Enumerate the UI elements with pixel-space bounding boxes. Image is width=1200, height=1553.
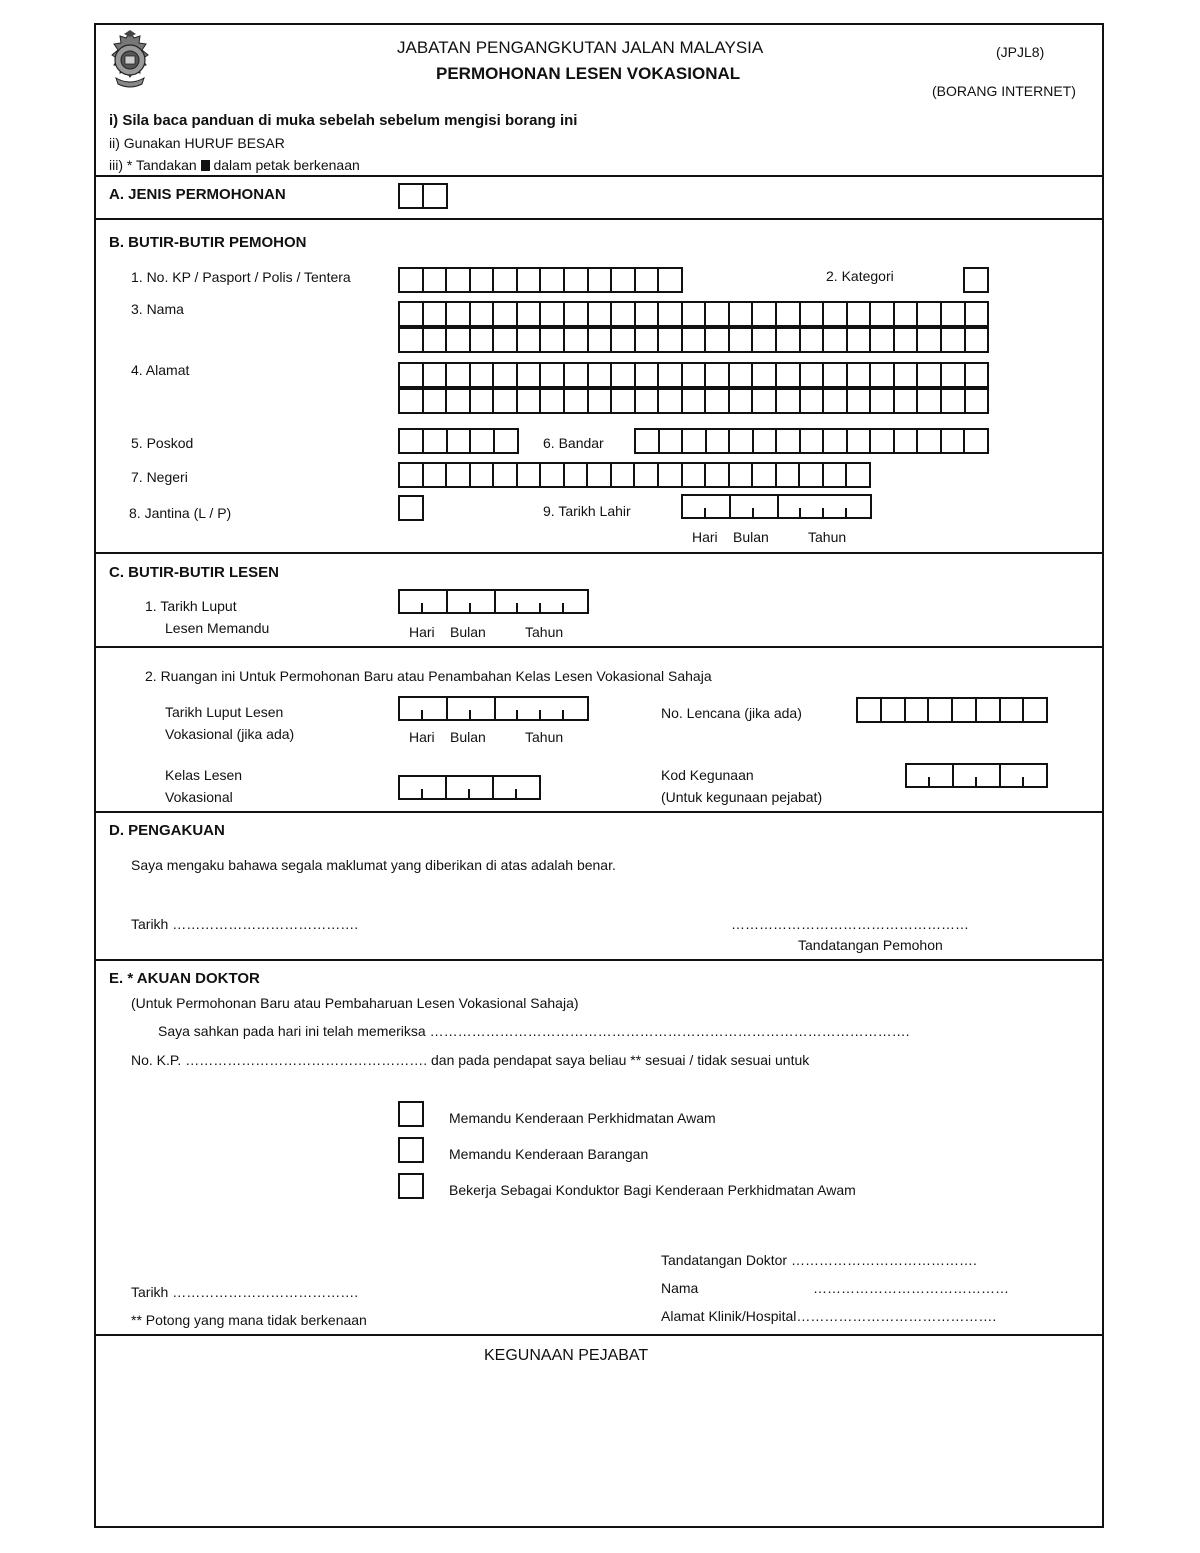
application-type-boxes[interactable] <box>398 183 448 209</box>
expiry-day-caption: Hari <box>409 624 435 640</box>
vocational-expiry-boxes[interactable] <box>398 696 589 721</box>
section-a-title: A. JENIS PERMOHONAN <box>109 186 286 203</box>
conductor-checkbox[interactable] <box>398 1173 424 1199</box>
instruction-ii: ii) Gunakan HURUF BESAR <box>109 135 285 151</box>
instruction-iii-pre: iii) * Tandakan <box>109 157 197 173</box>
category-box[interactable] <box>963 267 989 293</box>
birth-month-caption: Bulan <box>733 529 769 545</box>
doctor-examined-field[interactable]: Saya sahkan pada hari ini telah memeriksa …………………………………………………………………………………………. <box>158 1023 910 1039</box>
use-code-label-1: Kod Kegunaan <box>661 767 754 783</box>
use-code-label-2: (Untuk kegunaan pejabat) <box>661 789 823 805</box>
license-expiry-label-2: Lesen Memandu <box>165 620 270 636</box>
gender-box[interactable] <box>398 495 424 521</box>
vocational-expiry-label-1: Tarikh Luput Lesen <box>165 704 284 720</box>
category-label: 2. Kategori <box>826 268 894 284</box>
id-number-boxes[interactable] <box>398 267 683 293</box>
vocational-expiry-label-2: Vokasional (jika ada) <box>165 726 295 742</box>
id-number-label: 1. No. KP / Pasport / Polis / Tentera <box>131 269 351 285</box>
license-class-boxes[interactable] <box>398 775 541 800</box>
city-boxes[interactable] <box>634 428 989 454</box>
address-label: 4. Alamat <box>131 362 190 378</box>
instruction-iii <box>109 157 360 173</box>
divider <box>94 646 1104 648</box>
form-type: (BORANG INTERNET) <box>932 83 1076 99</box>
license-class-label-2: Vokasional <box>165 789 233 805</box>
birth-day-caption: Hari <box>692 529 718 545</box>
jpj-crest-icon <box>106 30 154 104</box>
birth-year-caption: Tahun <box>808 529 847 545</box>
office-use-title: KEGUNAAN PEJABAT <box>484 1347 649 1364</box>
doctor-signature-field[interactable]: Tandatangan Doktor …………………………………. <box>661 1252 977 1268</box>
declaration-text: Saya mengaku bahawa segala maklumat yang diberikan di atas adalah benar. <box>131 857 616 873</box>
agency-name: JABATAN PENGANGKUTAN JALAN MALAYSIA <box>397 38 764 57</box>
checkmark-square-icon <box>201 160 210 171</box>
divider <box>94 1334 1104 1336</box>
form-code: (JPJL8) <box>996 44 1045 60</box>
name-boxes-row-2[interactable] <box>398 327 989 353</box>
state-label: 7. Negeri <box>131 469 188 485</box>
instruction-iii-post: dalam petak berkenaan <box>213 157 360 173</box>
applicant-signature-field[interactable]: …………………………………………… <box>731 916 969 932</box>
section-e-subtitle: (Untuk Permohonan Baru atau Pembaharuan Lesen Vokasional Sahaja) <box>131 995 579 1011</box>
section-c-title: C. BUTIR-BUTIR LESEN <box>109 564 279 581</box>
doctor-ic-field[interactable]: No. K.P. ……………………………………………. dan pada pendapat saya beliau ** sesuai / tidak sesuai untuk <box>131 1052 810 1068</box>
doctor-name-label: Nama <box>661 1280 699 1296</box>
section-d-title: D. PENGAKUAN <box>109 822 225 839</box>
doctor-date-field[interactable]: Tarikh …………………………………. <box>131 1284 359 1300</box>
divider <box>94 959 1104 961</box>
public-service-vehicle-checkbox[interactable] <box>398 1101 424 1127</box>
conductor-label: Bekerja Sebagai Konduktor Bagi Kenderaan Perkhidmatan Awam <box>449 1182 856 1198</box>
vocational-month-caption: Bulan <box>450 729 486 745</box>
divider <box>94 175 1104 177</box>
birth-date-boxes[interactable] <box>681 494 872 519</box>
postcode-label: 5. Poskod <box>131 435 194 451</box>
badge-number-label: No. Lencana (jika ada) <box>661 705 802 721</box>
clinic-address-field[interactable]: Alamat Klinik/Hospital……………………………………. <box>661 1308 997 1324</box>
license-expiry-label-1: 1. Tarikh Luput <box>145 598 237 614</box>
instruction-i: i) Sila baca panduan di muka sebelah sebelum mengisi borang ini <box>109 112 578 129</box>
vocational-year-caption: Tahun <box>525 729 564 745</box>
expiry-year-caption: Tahun <box>525 624 564 640</box>
license-class-label-1: Kelas Lesen <box>165 767 243 783</box>
declaration-date-field[interactable]: Tarikh …………………………………. <box>131 916 359 932</box>
vocational-section-note: 2. Ruangan ini Untuk Permohonan Baru atau Penambahan Kelas Lesen Vokasional Sahaja <box>145 668 712 684</box>
state-boxes[interactable] <box>398 462 871 488</box>
goods-vehicle-checkbox[interactable] <box>398 1137 424 1163</box>
license-expiry-boxes[interactable] <box>398 589 589 614</box>
divider <box>94 218 1104 220</box>
doctor-name-field[interactable]: …………………………………… <box>813 1280 1009 1296</box>
applicant-signature-label: Tandatangan Pemohon <box>798 937 943 953</box>
footnote: ** Potong yang mana tidak berkenaan <box>131 1312 367 1328</box>
divider <box>94 552 1104 554</box>
use-code-boxes[interactable] <box>905 763 1048 788</box>
gender-label: 8. Jantina (L / P) <box>129 505 232 521</box>
expiry-month-caption: Bulan <box>450 624 486 640</box>
address-boxes-row-1[interactable] <box>398 362 989 388</box>
public-service-vehicle-label: Memandu Kenderaan Perkhidmatan Awam <box>449 1110 716 1126</box>
goods-vehicle-label: Memandu Kenderaan Barangan <box>449 1146 649 1162</box>
city-label: 6. Bandar <box>543 435 604 451</box>
name-label: 3. Nama <box>131 301 184 317</box>
postcode-boxes[interactable] <box>398 428 519 454</box>
form-title: PERMOHONAN LESEN VOKASIONAL <box>436 64 741 83</box>
name-boxes-row-1[interactable] <box>398 301 989 327</box>
section-e-title: E. * AKUAN DOKTOR <box>109 970 260 987</box>
divider <box>94 811 1104 813</box>
badge-number-boxes[interactable] <box>856 697 1048 723</box>
birth-date-label: 9. Tarikh Lahir <box>543 503 631 519</box>
address-boxes-row-2[interactable] <box>398 388 989 414</box>
section-b-title: B. BUTIR-BUTIR PEMOHON <box>109 234 307 251</box>
vocational-day-caption: Hari <box>409 729 435 745</box>
